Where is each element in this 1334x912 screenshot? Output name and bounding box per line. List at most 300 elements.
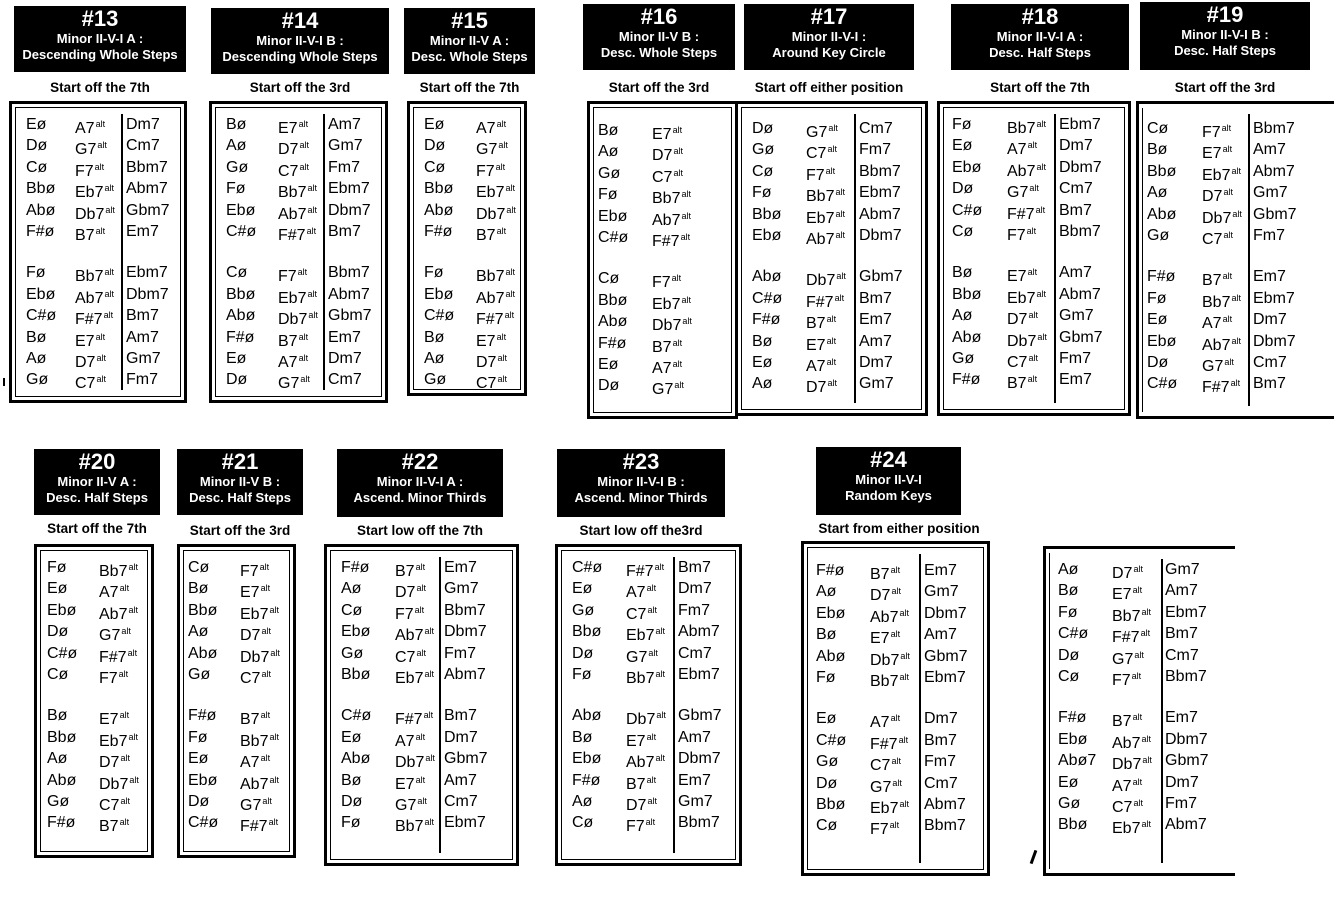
chord — [806, 309, 846, 333]
chord — [652, 333, 692, 354]
chord-symbol: Bø — [341, 771, 362, 789]
chord — [240, 578, 280, 602]
exercise-header — [583, 4, 735, 70]
chord-symbol: Abø — [47, 771, 77, 789]
chord-symbol: Em7 — [1165, 709, 1198, 727]
chord — [1112, 645, 1152, 666]
exercise-title: Minor II-V B : — [199, 474, 281, 489]
alt-superscript: alt — [672, 358, 683, 369]
alt-superscript: alt — [104, 288, 114, 299]
exercise-header — [14, 6, 186, 72]
chord — [75, 262, 115, 286]
chord — [1147, 331, 1177, 352]
alt-superscript: alt — [269, 774, 279, 785]
chord — [870, 730, 910, 751]
chord — [240, 791, 280, 812]
chord — [47, 770, 77, 791]
chord-symbol: Cø — [424, 158, 446, 176]
alt-superscript: alt — [260, 753, 271, 764]
chord-symbol: Dm7 — [924, 710, 958, 728]
chord-symbol: Aø — [47, 750, 68, 768]
chord-symbol: Fm7 — [328, 158, 360, 176]
chord — [1059, 262, 1103, 283]
chord — [1165, 750, 1209, 771]
chord-symbol: Aø — [598, 143, 619, 161]
chord — [278, 135, 318, 159]
alt-superscript: alt — [1132, 776, 1143, 787]
chord-symbol: Eø — [816, 710, 837, 728]
chord-symbol: C7 — [1112, 798, 1133, 816]
chord-symbol: Cm7 — [678, 644, 712, 662]
chord-symbol: F#7 — [240, 818, 268, 836]
chord-symbol: Fø — [1147, 289, 1167, 307]
chord-symbol: Eb7 — [626, 627, 655, 645]
chord-symbol: Eø — [1058, 773, 1079, 791]
chord-symbol: Gm7 — [444, 580, 479, 598]
chord-symbol: F#ø — [26, 222, 55, 240]
chord — [278, 369, 318, 393]
chord — [1253, 266, 1297, 287]
group-gap — [816, 688, 846, 708]
chord-symbol: Bb7 — [626, 669, 655, 687]
group-gap — [1165, 687, 1209, 707]
chord-symbol: Gm7 — [1059, 307, 1094, 325]
chord — [952, 114, 982, 135]
chord-symbol: Bø — [598, 122, 619, 139]
chord — [341, 705, 371, 726]
chord-symbol: Abm7 — [126, 180, 168, 198]
chord-symbol: D7 — [1007, 311, 1028, 329]
exercise-title: Minor II-V-I A : — [376, 474, 464, 489]
exercise-title: Minor II-V A : — [429, 33, 510, 48]
group-gap — [1058, 687, 1096, 707]
chord — [47, 705, 77, 726]
alt-superscript: alt — [505, 288, 515, 299]
chord — [1165, 580, 1209, 601]
exercise-header — [951, 4, 1129, 70]
chord-symbol: Cø — [226, 264, 248, 282]
chord-symbol: F7 — [99, 669, 118, 687]
alt-superscript: alt — [891, 586, 901, 597]
alt-superscript: alt — [1026, 225, 1037, 236]
chord-symbol: Ebø — [341, 623, 371, 641]
alt-superscript: alt — [497, 352, 507, 363]
chord-symbol: Dbm7 — [444, 623, 487, 641]
alt-superscript: alt — [104, 183, 114, 194]
exercise-title: Minor II-V-I B : — [597, 474, 685, 489]
chord-symbol: Bm7 — [126, 307, 159, 325]
exercise-subtitle: Around Key Circle — [772, 45, 886, 60]
alt-superscript: alt — [95, 225, 106, 236]
chord-symbol: Ebø — [752, 226, 782, 244]
chord — [341, 748, 371, 769]
chord-symbol: C#ø — [816, 731, 847, 749]
chord — [240, 643, 280, 664]
chord-symbol: Dø — [47, 623, 69, 641]
chord — [626, 621, 666, 645]
chord-symbol: G7 — [395, 796, 417, 814]
chord-i-column — [859, 118, 903, 395]
chord-box — [587, 101, 738, 419]
chord-symbol: C#ø — [226, 222, 257, 240]
chord-symbol: Bb7 — [278, 184, 307, 202]
chord — [395, 643, 435, 664]
chord — [924, 773, 968, 794]
chord — [126, 327, 170, 348]
chord — [806, 266, 846, 290]
chord — [126, 369, 170, 390]
chord — [444, 557, 488, 578]
chord — [188, 812, 218, 833]
chord-symbol: F#ø — [341, 559, 370, 576]
chord — [188, 643, 218, 664]
alt-superscript: alt — [1222, 314, 1233, 325]
chord — [99, 748, 139, 772]
chord — [1007, 200, 1047, 221]
chord — [924, 581, 968, 602]
alt-superscript: alt — [307, 288, 317, 299]
group-gap — [47, 685, 77, 705]
chord — [395, 578, 435, 602]
chord-symbol: Bbø — [424, 180, 454, 198]
chord — [328, 348, 372, 369]
chord — [26, 305, 56, 326]
chord-symbol: Dbm7 — [1165, 730, 1208, 748]
alt-superscript: alt — [890, 629, 901, 640]
chord-symbol: F7 — [626, 818, 645, 836]
chord — [341, 664, 371, 685]
chord — [626, 664, 666, 685]
chord — [328, 114, 372, 135]
chord-symbol: Fm7 — [126, 371, 158, 389]
chord-symbol: Gø — [26, 371, 49, 389]
chord — [1112, 559, 1152, 580]
chord-symbol: Am7 — [924, 626, 957, 644]
alt-superscript: alt — [415, 731, 426, 742]
chord-symbol: Bbø — [952, 285, 982, 303]
chord-i-column — [1253, 118, 1297, 395]
chord-symbol: Bm7 — [859, 289, 892, 307]
chord — [806, 225, 846, 246]
exercise-number: #14 — [281, 8, 319, 33]
chord — [1202, 288, 1242, 309]
chord-symbol: Bbø — [598, 291, 628, 309]
chord-symbol: C7 — [278, 162, 299, 180]
chord — [598, 375, 628, 396]
chord-symbol: F#7 — [1007, 205, 1035, 223]
chord-symbol: Abø — [26, 201, 56, 219]
chord-symbol: B7 — [476, 226, 496, 244]
chord-symbol: Fø — [226, 180, 246, 198]
chord-symbol: F#7 — [870, 735, 898, 753]
chord — [1007, 284, 1047, 305]
group-gap — [678, 685, 722, 705]
chord — [626, 791, 666, 812]
chord — [572, 791, 602, 812]
chord-symbol: Bm7 — [1253, 375, 1286, 393]
chord — [424, 157, 454, 178]
chord-symbol: Dø — [26, 137, 48, 155]
chord-box — [937, 101, 1131, 416]
chord — [188, 727, 218, 748]
chord-symbol: F#7 — [278, 226, 306, 244]
alt-superscript: alt — [826, 335, 837, 346]
chord-symbol: Eb7 — [870, 799, 899, 817]
chord-symbol: Abm7 — [1165, 816, 1207, 834]
chord-i-column — [1059, 114, 1103, 391]
chord-symbol: Dbm7 — [859, 226, 902, 244]
alt-superscript: alt — [680, 231, 691, 242]
chord-box — [407, 101, 527, 396]
exercise-header — [816, 447, 961, 515]
chord — [652, 141, 692, 165]
chord — [240, 621, 280, 645]
chord — [99, 600, 139, 621]
chord — [678, 791, 722, 812]
chord — [626, 770, 666, 791]
chord — [26, 221, 56, 242]
chord-symbol: Bbø — [341, 665, 371, 683]
chord-symbol: Dbm7 — [328, 201, 371, 219]
chord-symbol: F#ø — [952, 371, 981, 389]
chord-symbol: Eb7 — [75, 184, 104, 202]
chord-symbol: Am7 — [1165, 582, 1198, 600]
chord — [75, 305, 115, 329]
chord-symbol: Abø — [572, 707, 602, 725]
chord-symbol: B7 — [1007, 375, 1027, 393]
alt-superscript: alt — [424, 626, 434, 637]
chord-symbol: Gø — [816, 753, 839, 771]
chord — [678, 578, 722, 599]
chord-i-column — [328, 114, 372, 391]
chord-symbol: Dø — [816, 774, 838, 792]
chord — [26, 348, 56, 369]
chord-symbol: Bbm7 — [1165, 667, 1207, 685]
chord-symbol: Dø — [341, 792, 363, 810]
chord-symbol: Bbø — [26, 180, 56, 198]
chord-symbol: E7 — [1112, 586, 1132, 604]
chord — [598, 268, 628, 289]
chord — [1007, 305, 1047, 329]
chord-symbol: Gø — [341, 644, 364, 662]
chord — [806, 352, 846, 373]
chord-symbol: G7 — [1202, 357, 1224, 375]
chord-symbol: Abm7 — [444, 665, 486, 683]
alt-superscript: alt — [1141, 733, 1151, 744]
chord-symbol: Fø — [752, 184, 772, 202]
chord-symbol: A7 — [652, 359, 672, 377]
chord-symbol: Abm7 — [678, 623, 720, 641]
chord-symbol: Bø — [26, 328, 47, 346]
chord — [598, 141, 628, 162]
chord — [752, 139, 782, 160]
chord — [752, 204, 782, 225]
chord — [341, 578, 371, 599]
chord — [26, 327, 56, 348]
chord-symbol: G7 — [240, 796, 262, 814]
chord — [572, 621, 602, 642]
chord — [126, 157, 170, 178]
chord-symbol: Ab7 — [626, 754, 655, 772]
chord — [1007, 114, 1047, 135]
chord — [1059, 221, 1103, 242]
chord — [572, 727, 602, 748]
group-gap — [476, 242, 516, 262]
chord — [99, 812, 139, 836]
chord — [424, 262, 454, 283]
chord — [341, 791, 371, 812]
chord — [226, 348, 256, 369]
alt-superscript: alt — [506, 204, 516, 215]
chord — [424, 114, 454, 135]
chord-symbol: C#ø — [188, 814, 219, 832]
alt-superscript: alt — [1133, 564, 1143, 574]
chord-symbol: C#ø — [1147, 375, 1178, 393]
chord — [678, 770, 722, 791]
chord — [444, 791, 488, 812]
group-gap — [1202, 246, 1242, 266]
chord — [924, 603, 968, 624]
chord — [424, 327, 454, 348]
column-divider — [673, 557, 675, 853]
chord — [652, 311, 692, 335]
alt-superscript: alt — [826, 356, 837, 367]
chord — [188, 705, 218, 726]
chord — [341, 770, 371, 791]
chord-symbol: Aø — [26, 349, 47, 367]
chord-v-column — [652, 120, 692, 397]
chord-symbol: Am7 — [859, 332, 892, 350]
chord — [859, 309, 903, 330]
alt-superscript: alt — [827, 144, 837, 155]
chord-symbol: D7 — [278, 141, 299, 159]
chord — [870, 624, 910, 648]
group-gap — [328, 242, 372, 262]
chord-symbol: Abm7 — [1059, 285, 1101, 303]
chord-symbol: Em7 — [126, 222, 159, 240]
chord-symbol: Ab7 — [1007, 162, 1036, 180]
chord-symbol: Db7 — [75, 205, 105, 223]
chord-symbol: Abø — [424, 201, 454, 219]
alt-superscript: alt — [655, 668, 665, 679]
alt-superscript: alt — [306, 225, 317, 236]
chord-i-column — [1165, 559, 1209, 836]
chord-symbol: Abø — [1147, 205, 1177, 223]
chord — [444, 621, 488, 642]
alt-superscript: alt — [95, 119, 106, 129]
alt-superscript: alt — [414, 604, 425, 615]
chord-symbol: G7 — [278, 375, 300, 393]
chord-symbol: F#ø — [572, 771, 601, 789]
chord-symbol: Fm7 — [1253, 226, 1285, 244]
chord — [226, 178, 256, 199]
alt-superscript: alt — [681, 210, 691, 221]
chord — [572, 748, 602, 769]
chord-ii-column — [598, 120, 628, 397]
chord-symbol: Bbm7 — [444, 601, 486, 619]
chord — [126, 178, 170, 199]
chord — [240, 748, 280, 772]
chord-symbol: F7 — [1202, 124, 1221, 141]
chord — [99, 705, 139, 729]
group-gap — [1147, 246, 1177, 266]
chord-symbol: Gø — [952, 349, 975, 367]
group-gap — [870, 688, 910, 708]
chord-symbol: Gø — [47, 792, 70, 810]
chord — [924, 560, 968, 581]
alt-superscript: alt — [825, 165, 836, 176]
chord-symbol: Abø — [226, 307, 256, 325]
alt-superscript: alt — [103, 310, 114, 321]
exercise-header — [211, 8, 389, 74]
alt-superscript: alt — [1036, 161, 1046, 172]
chord — [952, 200, 982, 221]
chord — [240, 600, 280, 621]
chord — [859, 225, 903, 246]
chord — [752, 225, 782, 246]
alt-superscript: alt — [891, 756, 901, 767]
chord — [47, 643, 77, 664]
chord-symbol: Ab7 — [476, 289, 505, 307]
chord-symbol: Bø — [952, 264, 973, 282]
chord — [1147, 182, 1177, 203]
chord — [1147, 139, 1177, 160]
chord-symbol: F7 — [652, 274, 671, 292]
chord-symbol: Am7 — [444, 771, 477, 789]
chord — [1202, 161, 1242, 182]
chord — [598, 163, 628, 184]
alt-superscript: alt — [298, 352, 309, 363]
chord — [1253, 373, 1297, 394]
chord — [816, 624, 846, 645]
chord — [278, 157, 318, 178]
chord — [1058, 750, 1096, 771]
chord — [924, 624, 968, 645]
chord — [226, 284, 256, 305]
chord — [188, 600, 218, 621]
chord — [572, 557, 602, 578]
chord-symbol: C7 — [652, 168, 673, 186]
chord-symbol: B7 — [652, 338, 672, 356]
chord — [626, 705, 666, 729]
alt-superscript: alt — [673, 146, 683, 157]
chord — [572, 664, 602, 685]
chord-symbol: Eø — [47, 580, 68, 598]
chord — [572, 643, 602, 664]
chord — [395, 727, 435, 748]
chord-symbol: Bm7 — [444, 707, 477, 725]
chord-symbol: A7 — [395, 732, 415, 750]
chord — [859, 373, 903, 394]
chord-symbol: D7 — [99, 754, 120, 772]
chord — [806, 118, 846, 139]
chord — [806, 331, 846, 352]
chord-symbol: D7 — [240, 627, 261, 645]
chord-symbol: Bbm7 — [1059, 222, 1101, 240]
start-note: Start off the 7th — [419, 80, 520, 95]
chord-ii-column — [341, 557, 371, 834]
chord-symbol: Eb7 — [652, 295, 681, 313]
alt-superscript: alt — [416, 647, 426, 658]
chord-symbol: Bø — [226, 116, 247, 133]
chord — [816, 751, 846, 772]
chord — [1202, 373, 1242, 397]
chord — [1202, 331, 1242, 352]
chord-symbol: Dm7 — [678, 580, 712, 598]
chord — [952, 284, 982, 305]
chord-symbol: Bb7 — [1112, 607, 1141, 625]
chord-symbol: Bbm7 — [859, 162, 901, 180]
